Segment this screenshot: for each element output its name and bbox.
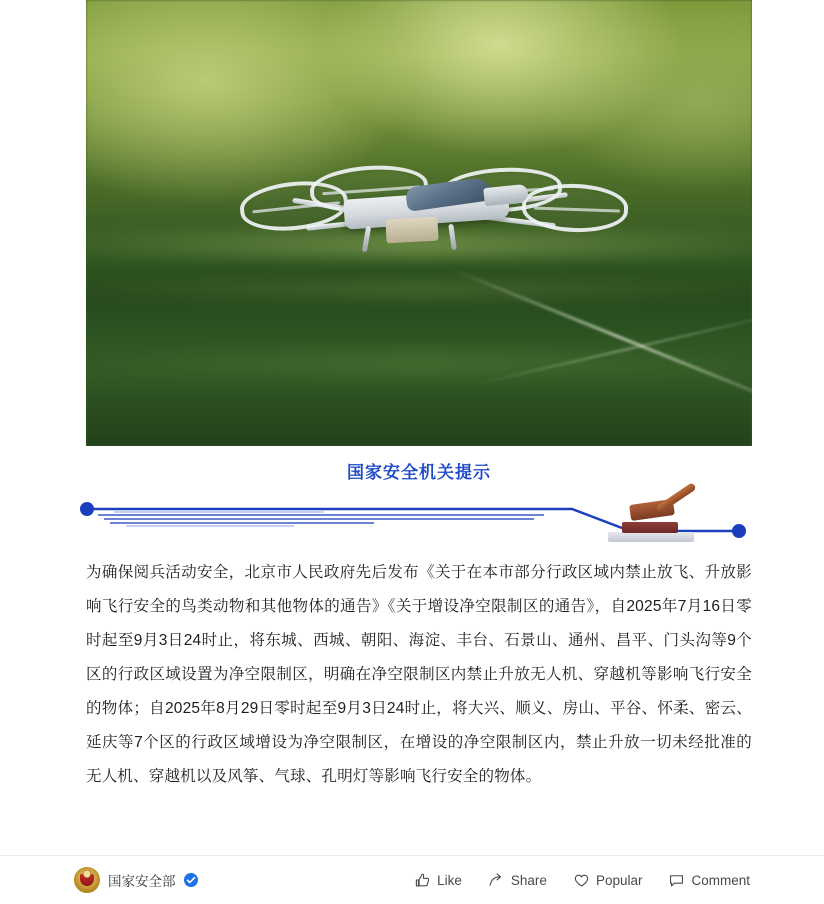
background-blur-streak xyxy=(86,281,752,299)
heart-icon xyxy=(573,872,590,889)
article-body: 为确保阅兵活动安全，北京市人民政府先后发布《关于在本市部分行政区域内禁止放飞、升放影响飞行安全的鸟类动物和其他物体的通告》《关于增设净空限制区的通告》，自2025年7月16日零时起至9月3日24时止，将东城、西城、朝阳、海淀、丰台、石景山、通州、昌平、门头沟等9个区的行政区域设置为净空限制区，明确在净空限制区内禁止升放无人机、穿越机等影响飞行安全的物体；自2025年8月29日零时起至9月3日24时止，将大兴、顺义、房山、平谷、怀柔、密云、延庆等7个区的行政区域增设为净空限制区，在增设的净空限制区内，禁止升放一切未经批准的无人机、穿越机以及风筝、气球、孔明灯等影响飞行安全的物体。 xyxy=(86,564,752,785)
author-name[interactable]: 国家安全部 xyxy=(108,874,176,889)
hero-image[interactable] xyxy=(86,0,752,446)
background-blur-streak xyxy=(86,348,752,378)
share-label: Share xyxy=(510,872,547,888)
thumbs-up-icon xyxy=(414,872,431,889)
comment-button[interactable] xyxy=(668,872,750,889)
popular-label: Popular xyxy=(595,872,643,888)
comment-bubble-icon xyxy=(668,872,685,889)
page-title: 国家安全机关提示 xyxy=(347,463,491,482)
like-label: Like xyxy=(437,872,462,888)
author-info[interactable] xyxy=(74,867,198,893)
popular-button[interactable] xyxy=(573,872,643,889)
drone-landing-leg xyxy=(362,226,371,252)
like-button[interactable] xyxy=(414,872,462,889)
comment-label: Comment xyxy=(691,872,750,888)
verified-badge-icon xyxy=(184,873,198,887)
gavel-icon xyxy=(600,488,710,542)
post-footer xyxy=(0,855,824,904)
drone-payload xyxy=(385,217,438,244)
avatar[interactable] xyxy=(74,867,100,893)
share-button[interactable] xyxy=(488,872,547,889)
action-bar xyxy=(414,872,750,889)
drone-landing-leg xyxy=(448,224,457,250)
decorative-divider xyxy=(74,492,752,544)
share-arrow-icon xyxy=(488,872,505,889)
drone-illustration xyxy=(236,160,616,270)
